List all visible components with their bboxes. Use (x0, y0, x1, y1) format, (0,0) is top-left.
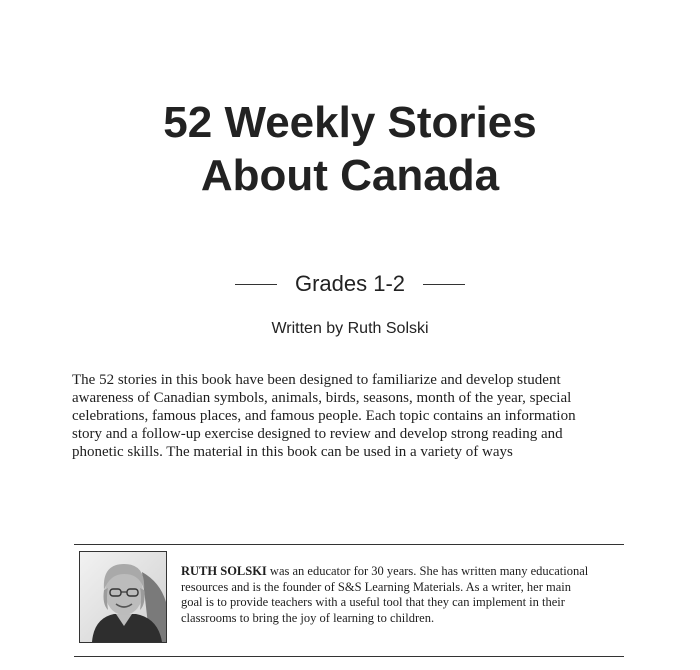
description-line: celebrations, famous places, and famous people. Each topic contains an information (72, 408, 576, 424)
bio-top-divider (74, 544, 624, 545)
author-portrait-graphic (80, 552, 166, 642)
description-line: The 52 stories in this book have been designed to familiarize and develop student (72, 372, 561, 388)
bio-author-name: RUTH SOLSKI (181, 564, 267, 578)
author-bio (181, 564, 621, 626)
book-title-line-1: 52 Weekly Stories (163, 98, 537, 147)
grades-left-rule (235, 284, 277, 285)
grades-right-rule (423, 284, 465, 285)
book-title (0, 96, 700, 202)
description-line: story and a follow-up exercise designed to review and develop strong reading and (72, 426, 563, 442)
bio-line: resources and is the founder of S&S Learning Materials. As a writer, her main (181, 579, 572, 594)
book-description (72, 371, 632, 461)
bio-line (181, 564, 621, 580)
bio-bottom-divider (74, 656, 624, 657)
author-line: Written by Ruth Solski (271, 320, 429, 337)
description-line: awareness of Canadian symbols, animals, birds, seasons, month of the year, special (72, 390, 572, 406)
bio-line: goal is to provide teachers with a useful tool that they can implement in their (181, 595, 565, 609)
book-title-line-2: About Canada (200, 151, 500, 200)
bio-line-1-text: was an educator for 30 years. She has written many educational (266, 564, 589, 578)
bio-line: classrooms to bring the joy of learning to children. (181, 610, 435, 625)
grades-heading (0, 269, 700, 299)
author-photo (79, 551, 167, 643)
description-line: phonetic skills. The material in this book can be used in a variety of ways (72, 444, 513, 460)
grades-label: Grades 1-2 (294, 271, 406, 296)
